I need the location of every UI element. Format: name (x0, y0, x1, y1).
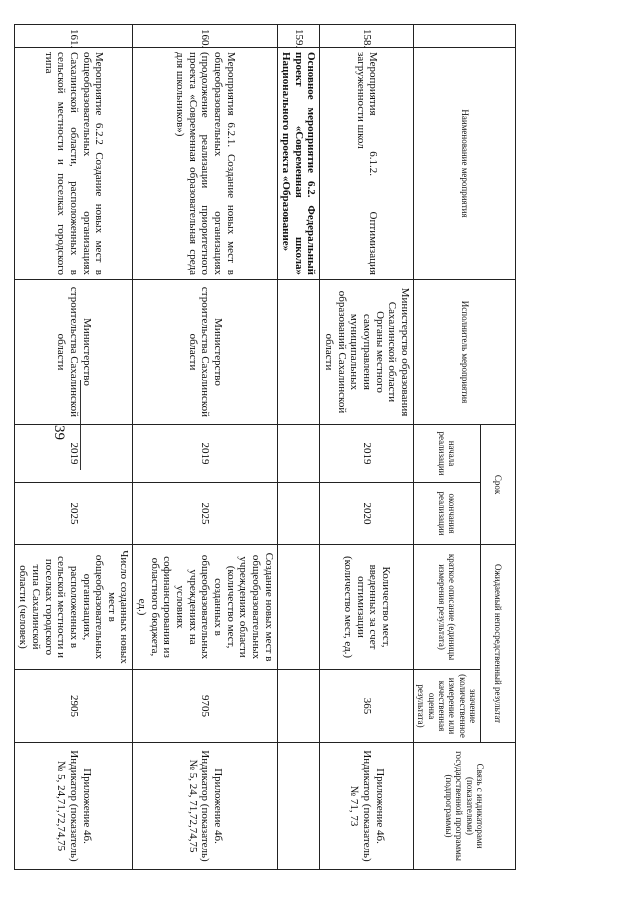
row-executor (277, 280, 320, 425)
row-name: Мероприятия 6.2.1. Создание новых мест в общеобразовательных организациях (продолжение реализации приоритетного проекта «Современная образовательная среда для школьников») (133, 48, 277, 280)
row-description (277, 545, 320, 670)
row-name: Основное мероприятие 6.2. Федеральный проект «Современная школа» Национального проекта «Образование» (277, 48, 320, 280)
row-value: 9705 (133, 670, 277, 743)
row-number: 159. (277, 25, 320, 48)
row-end (277, 483, 320, 545)
header-term: Срок (481, 425, 516, 545)
row-value: 2905 (14, 670, 133, 743)
measures-table (14, 24, 516, 870)
header-name: Наименование мероприятия (413, 48, 515, 280)
header-end: окончания реализации (413, 483, 480, 545)
row-start: 2019 (133, 425, 277, 483)
row-start: 2019 (14, 425, 133, 483)
row-number: 160. (133, 25, 277, 48)
header-result: Ожидаемый непосредственный результат (481, 545, 516, 743)
row-end: 2025 (14, 483, 133, 545)
row-start (277, 425, 320, 483)
header-row-top (481, 25, 516, 870)
table-row (277, 25, 320, 870)
header-executor: Исполнитель мероприятия (413, 280, 515, 425)
table-row (14, 25, 133, 870)
row-number: 158. (320, 25, 413, 48)
row-value: 365 (320, 670, 413, 743)
header-short: краткое описание (единицы измерения результата) (413, 545, 480, 670)
table-row (133, 25, 277, 870)
row-description: Создание новых мест в общеобразовательных учреждениях области (количество мест, созданных в общеобразовательных учреждениях на условиях софинансирования из областного бюджета, ед.) (133, 545, 277, 670)
header-link: Связь с индикаторами (показателями) государственной программы (подпрограммы) (413, 743, 515, 870)
row-description: Число созданных новых мест в общеобразовательных организациях, расположенных в сельской местности и поселках городского типа Сахалинской области (человек) (14, 545, 133, 670)
row-executor: Министерство строительства Сахалинской области (133, 280, 277, 425)
row-executor: Министерство строительства Сахалинской области (14, 280, 133, 425)
page-number: 39 (51, 425, 67, 440)
row-link: Приложение 4б. Индикатор (показатель) № 71, 73 (320, 743, 413, 870)
header-num (413, 25, 515, 48)
row-name: Мероприятия 6.1.2. Оптимизация загруженности школ (320, 48, 413, 280)
header-value: значение (количественное измерение или качественная оценка результата) (413, 670, 480, 743)
row-link (277, 743, 320, 870)
table-row (320, 25, 413, 870)
row-link: Приложение 4б. Индикатор (показатель) № 5, 24,71,72,74,75 (14, 743, 133, 870)
header-start: начала реализации (413, 425, 480, 483)
row-name: Мероприятие 6.2.2 Создание новых мест в общеобразовательных организациях Сахалинской области, расположенных в сельской местности и поселках городского типа (14, 48, 133, 280)
row-link: Приложение 4б. Индикатор (показатель) № 5, 24, 71,72,74,75 (133, 743, 277, 870)
row-start: 2019 (320, 425, 413, 483)
row-executor: Министерство образования Сахалинской области Органы местного самоуправления муниципальных образований Сахалинской области (320, 280, 413, 425)
row-end: 2025 (133, 483, 277, 545)
row-description: Количество мест, введенных за счет оптимизации (количество мест, ед.) (320, 545, 413, 670)
row-number: 161. (14, 25, 133, 48)
row-end: 2020 (320, 483, 413, 545)
row-value (277, 670, 320, 743)
